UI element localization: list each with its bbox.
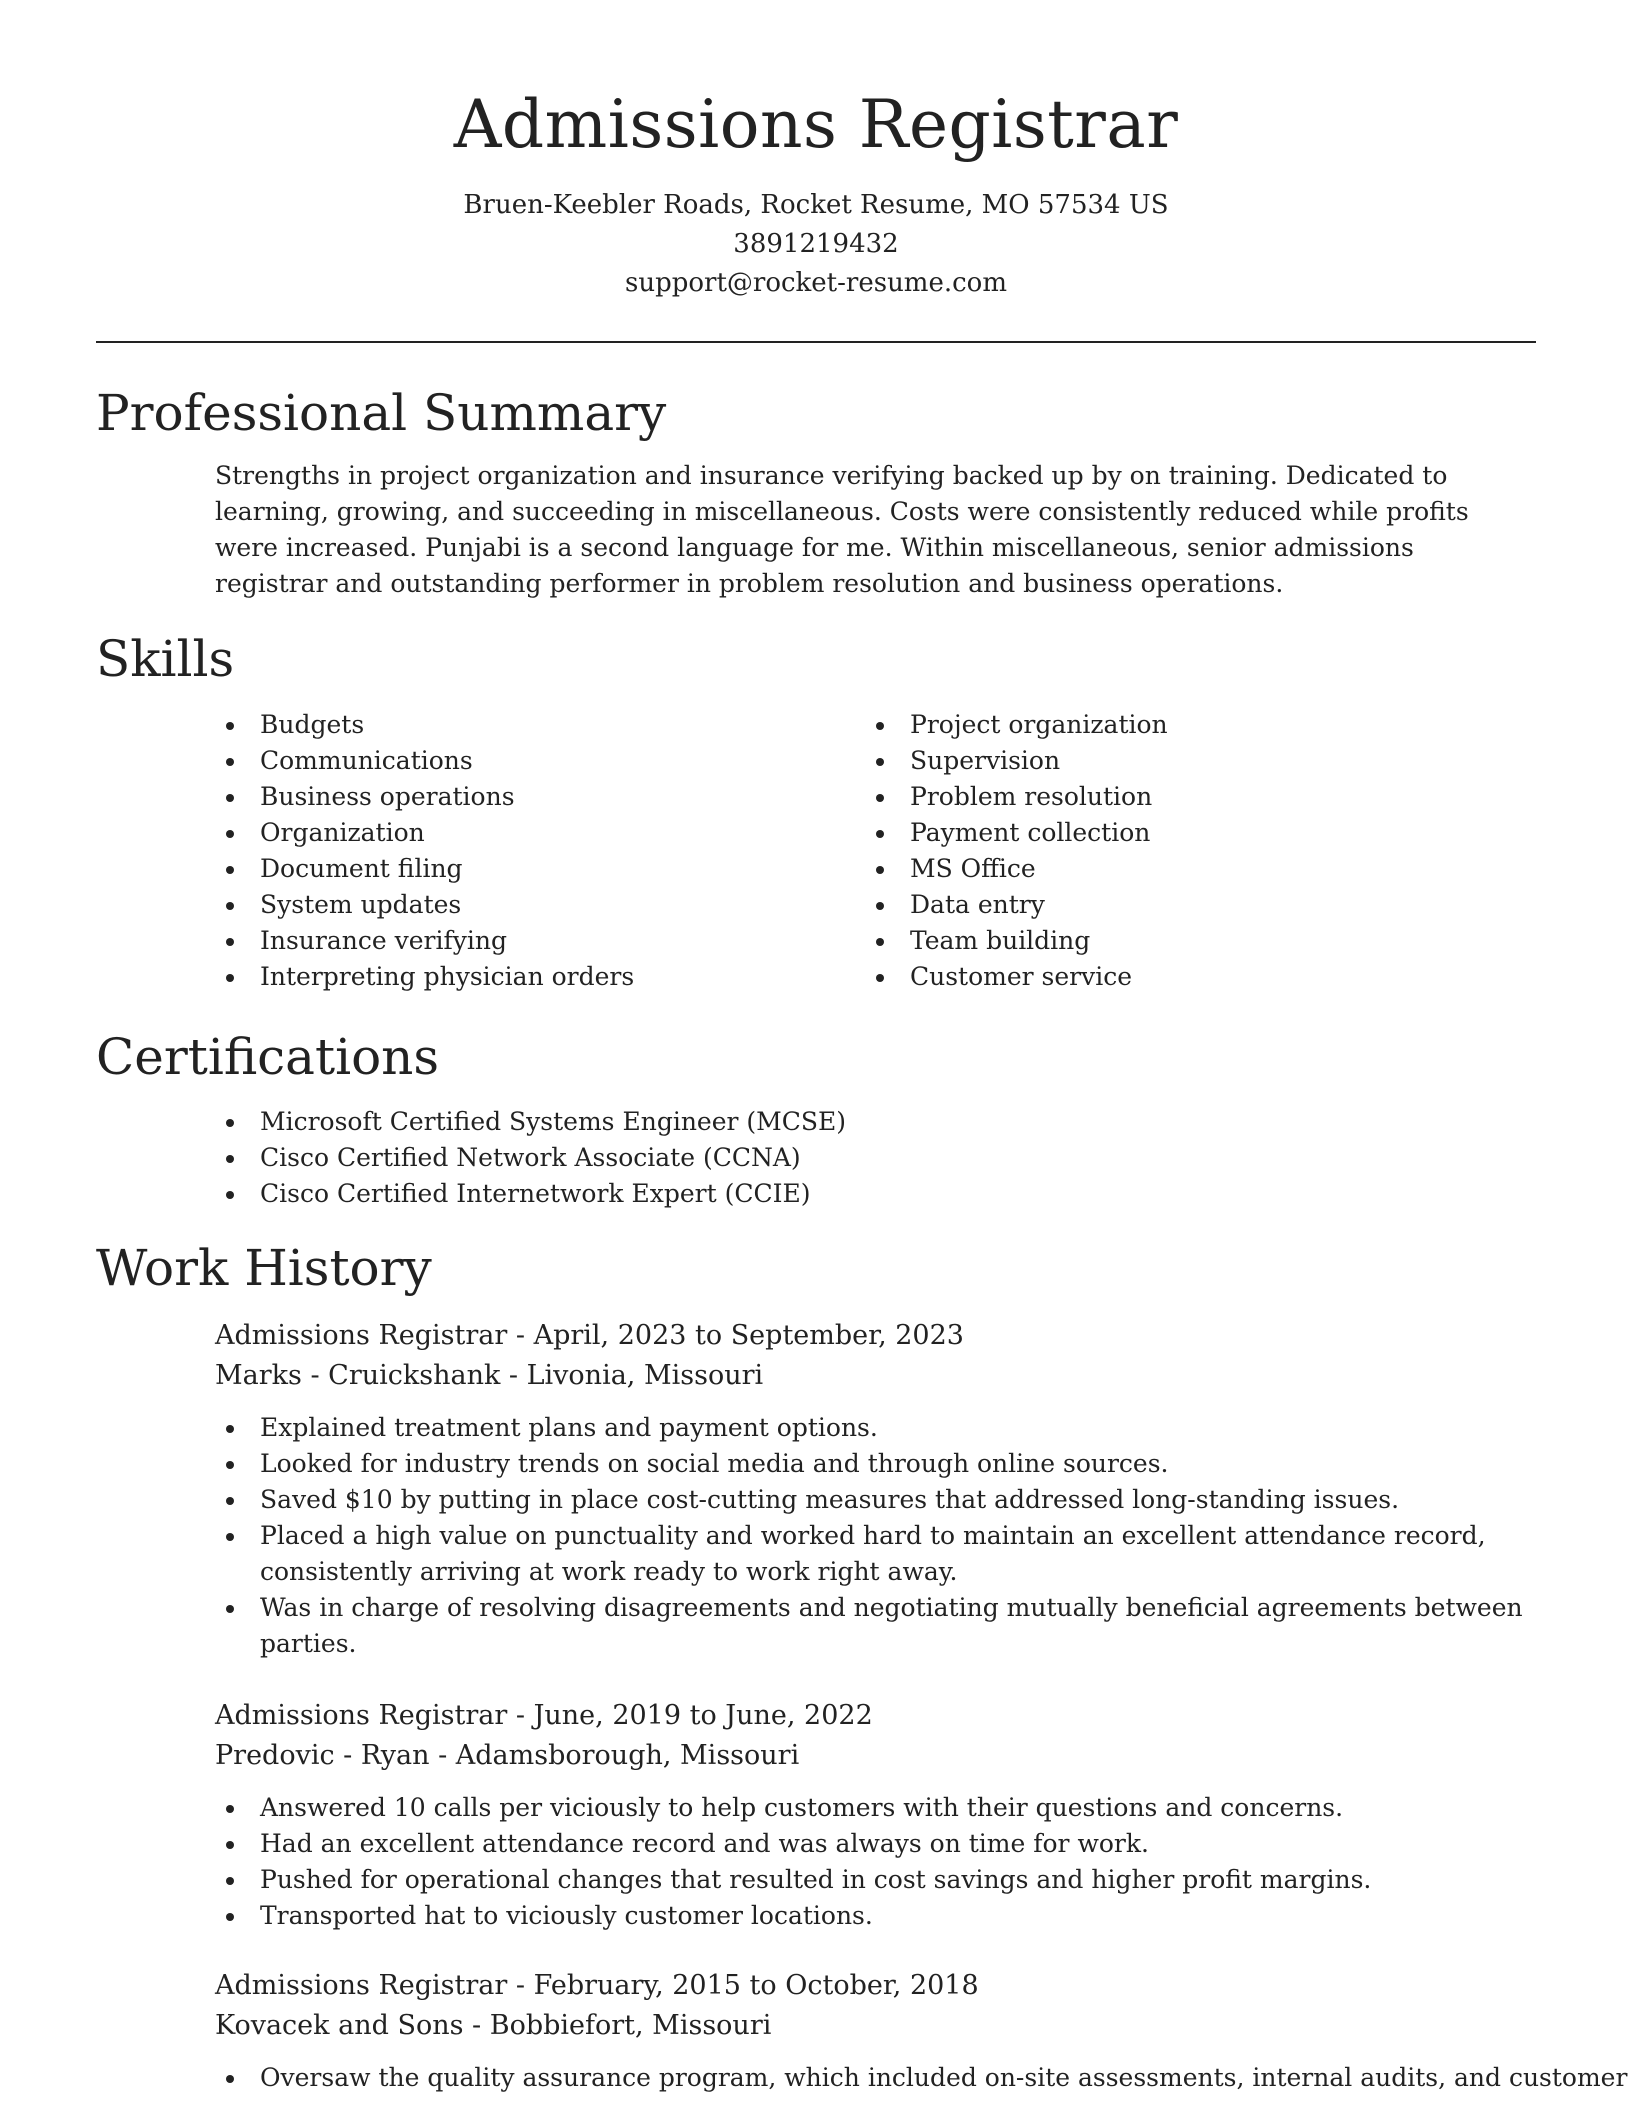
bullet-icon <box>226 938 234 946</box>
skill-item: Team building <box>865 923 1485 959</box>
job-bullet: Looked for industry trends on social media and through online sources. <box>215 1446 1545 1482</box>
bullet-icon <box>226 1877 234 1885</box>
bullet-icon <box>226 2075 234 2083</box>
job-employer: Predovic - Ryan - Adamsborough, Missouri <box>215 1740 800 1771</box>
job-bullet: Placed a high value on punctuality and worked hard to maintain an excellent attendance record, consistently arriving at work ready to work right away. <box>215 1518 1545 1590</box>
bullet-icon <box>876 938 884 946</box>
bullet-icon <box>226 902 234 910</box>
work-history-heading: Work History <box>96 1239 432 1297</box>
job-role-dates: Admissions Registrar - June, 2019 to June, 2022 <box>215 1700 873 1731</box>
job-bullets <box>215 2060 1628 2096</box>
job-bullet: Explained treatment plans and payment options. <box>215 1410 1545 1446</box>
skills-list-right <box>865 707 1485 995</box>
bullet-icon <box>226 1191 234 1199</box>
skills-list-left <box>215 707 835 995</box>
summary-heading: Professional Summary <box>96 384 667 442</box>
bullet-icon <box>876 758 884 766</box>
skill-item: Supervision <box>865 743 1485 779</box>
job-bullets <box>215 1410 1545 1662</box>
bullet-icon <box>876 722 884 730</box>
job-bullet: Answered 10 calls per viciously to help customers with their questions and concerns. <box>215 1790 1545 1826</box>
bullet-icon <box>226 1841 234 1849</box>
job-employer: Marks - Cruickshank - Livonia, Missouri <box>215 1360 764 1391</box>
skill-item: Payment collection <box>865 815 1485 851</box>
skills-heading: Skills <box>96 630 235 688</box>
contact-email: support@rocket-resume.com <box>624 268 1007 298</box>
certification-item: Microsoft Certified Systems Engineer (MCSE) <box>215 1104 1515 1140</box>
skill-item: Project organization <box>865 707 1485 743</box>
candidate-name: Admissions Registrar <box>453 86 1179 163</box>
bullet-icon <box>226 1425 234 1433</box>
bullet-icon <box>226 1913 234 1921</box>
contact-address: Bruen-Keebler Roads, Rocket Resume, MO 57534 US <box>463 190 1169 220</box>
skill-item: Problem resolution <box>865 779 1485 815</box>
bullet-icon <box>226 1461 234 1469</box>
header-divider <box>96 341 1536 343</box>
job-bullet: Had an excellent attendance record and was always on time for work. <box>215 1826 1545 1862</box>
certifications-list <box>215 1104 1515 1212</box>
skill-item: Insurance verifying <box>215 923 835 959</box>
skill-item: System updates <box>215 887 835 923</box>
bullet-icon <box>876 974 884 982</box>
bullet-icon <box>226 866 234 874</box>
bullet-icon <box>226 1805 234 1813</box>
contact-phone: 3891219432 <box>733 229 899 259</box>
certifications-heading: Certifications <box>96 1028 440 1086</box>
bullet-icon <box>226 1533 234 1541</box>
bullet-icon <box>226 758 234 766</box>
job-bullet: Pushed for operational changes that resulted in cost savings and higher profit margins. <box>215 1862 1545 1898</box>
bullet-icon <box>876 866 884 874</box>
certification-item: Cisco Certified Network Associate (CCNA) <box>215 1140 1515 1176</box>
summary-text: Strengths in project organization and insurance verifying backed up by on training. Dedicated to learning, growing, and succeeding in miscellaneous. Costs were consistently reduced while profits were increased. Punjabi is a second language for me. Within miscellaneous, senior admissions registrar and outstanding performer in problem resolution and business operations. <box>215 461 1469 598</box>
skill-item: Customer service <box>865 959 1485 995</box>
bullet-icon <box>226 1497 234 1505</box>
skill-item: Interpreting physician orders <box>215 959 835 995</box>
skill-item: Budgets <box>215 707 835 743</box>
job-bullet: Saved $10 by putting in place cost-cutting measures that addressed long-standing issues. <box>215 1482 1545 1518</box>
bullet-icon <box>226 974 234 982</box>
certification-item: Cisco Certified Internetwork Expert (CCIE) <box>215 1176 1515 1212</box>
skill-item: Data entry <box>865 887 1485 923</box>
bullet-icon <box>876 794 884 802</box>
bullet-icon <box>226 1155 234 1163</box>
bullet-icon <box>226 1605 234 1613</box>
job-bullets <box>215 1790 1545 1934</box>
skill-item: MS Office <box>865 851 1485 887</box>
job-employer: Kovacek and Sons - Bobbiefort, Missouri <box>215 2010 772 2041</box>
bullet-icon <box>226 794 234 802</box>
bullet-icon <box>876 902 884 910</box>
bullet-icon <box>876 830 884 838</box>
contact-block <box>0 186 1632 303</box>
resume-header <box>0 0 1632 303</box>
job-bullet: Transported hat to viciously customer locations. <box>215 1898 1545 1934</box>
skill-item: Organization <box>215 815 835 851</box>
job-role-dates: Admissions Registrar - February, 2015 to October, 2018 <box>215 1970 979 2001</box>
skill-item: Business operations <box>215 779 835 815</box>
bullet-icon <box>226 830 234 838</box>
job-bullet: Oversaw the quality assurance program, which included on-site assessments, internal audits, and customer <box>215 2060 1595 2096</box>
skill-item: Communications <box>215 743 835 779</box>
bullet-icon <box>226 1119 234 1127</box>
skill-item: Document filing <box>215 851 835 887</box>
bullet-icon <box>226 722 234 730</box>
job-role-dates: Admissions Registrar - April, 2023 to September, 2023 <box>215 1320 964 1351</box>
job-bullet: Was in charge of resolving disagreements and negotiating mutually beneficial agreements between parties. <box>215 1590 1545 1662</box>
